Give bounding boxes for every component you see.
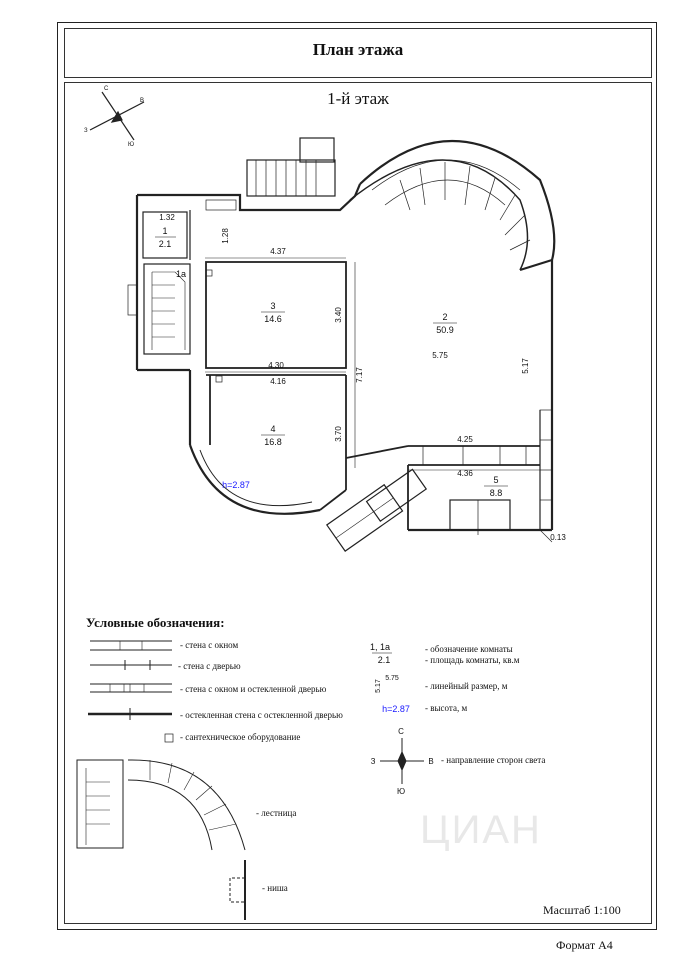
legend-room-symbol-bottom: 2.1 [377, 655, 391, 665]
compass-legend-w: З [370, 757, 376, 766]
watermark-logo: ЦИАН [420, 808, 542, 852]
room-5-area: 8.8 [489, 488, 503, 498]
room-1a-id: 1а [175, 269, 187, 279]
compass-icon [90, 92, 144, 140]
floor-label: 1-й этаж [327, 89, 389, 108]
legend-linear-b: 5.75 [385, 675, 399, 682]
compass-w: З [84, 128, 88, 134]
room-1-id: 1 [162, 226, 168, 236]
legend-title: Условные обозначения: [86, 615, 225, 630]
legend-wall-door: - стена с дверью [178, 661, 241, 671]
page-title: План этажа [312, 40, 404, 59]
legend-area-desc: - площадь комнаты, кв.м [425, 655, 520, 665]
compass-legend-s: Ю [396, 787, 406, 796]
dim-1-32: 1.32 [159, 213, 175, 222]
dim-3-40: 3.40 [334, 307, 343, 323]
legend-room-desc: - обозначение комнаты [425, 644, 513, 654]
room-4-id: 4 [270, 424, 276, 434]
format-label: Формат А4 [556, 938, 613, 952]
room-5-id: 5 [493, 475, 499, 485]
room-3-area: 14.6 [264, 314, 282, 324]
legend-sanitary: - сантехническое оборудование [180, 732, 301, 742]
dim-5-17: 5.17 [521, 358, 530, 374]
dim-1-28: 1.28 [221, 228, 230, 244]
height-label: h=2.87 [222, 480, 250, 490]
compass-legend-n: С [398, 727, 404, 736]
compass-e: В [140, 98, 145, 104]
dim-4-36: 4.36 [457, 469, 473, 478]
dim-4-37: 4.37 [270, 247, 286, 256]
legend-linear-desc: - линейный размер, м [425, 681, 508, 691]
dim-4-16: 4.16 [270, 377, 286, 386]
dim-7-17: 7.17 [355, 367, 364, 383]
legend-wall-window: - стена с окном [180, 640, 239, 650]
legend-compass-desc: - направление сторон света [441, 755, 546, 765]
compass-s: Ю [128, 142, 135, 148]
room-2-area: 50.9 [436, 325, 454, 335]
room-2-id: 2 [442, 312, 448, 322]
dim-3-70: 3.70 [334, 426, 343, 442]
legend-glass-wall: - остекленная стена с остекленной дверью [180, 710, 343, 720]
legend-height-desc: - высота, м [425, 703, 468, 713]
dim-0-13: 0.13 [550, 533, 566, 542]
legend-wall-window-door: - стена с окном и остекленной дверью [180, 684, 327, 694]
legend-height-sample: h=2.87 [382, 704, 410, 714]
dim-4-30: 4.30 [268, 361, 284, 370]
room-4-area: 16.8 [264, 437, 282, 447]
compass-n: С [104, 86, 109, 92]
compass-legend-e: В [428, 757, 434, 766]
legend-room-symbol-top: 1, 1а [369, 642, 391, 652]
legend-niche: - ниша [262, 883, 288, 893]
room-3-id: 3 [270, 301, 276, 311]
legend-linear-a: 5.17 [375, 679, 382, 693]
dim-4-25: 4.25 [457, 435, 473, 444]
scale-label: Масштаб 1:100 [543, 903, 621, 917]
legend-stairs: - лестница [256, 808, 297, 818]
dim-5-75: 5.75 [432, 351, 448, 360]
room-1-area: 2.1 [158, 239, 172, 249]
